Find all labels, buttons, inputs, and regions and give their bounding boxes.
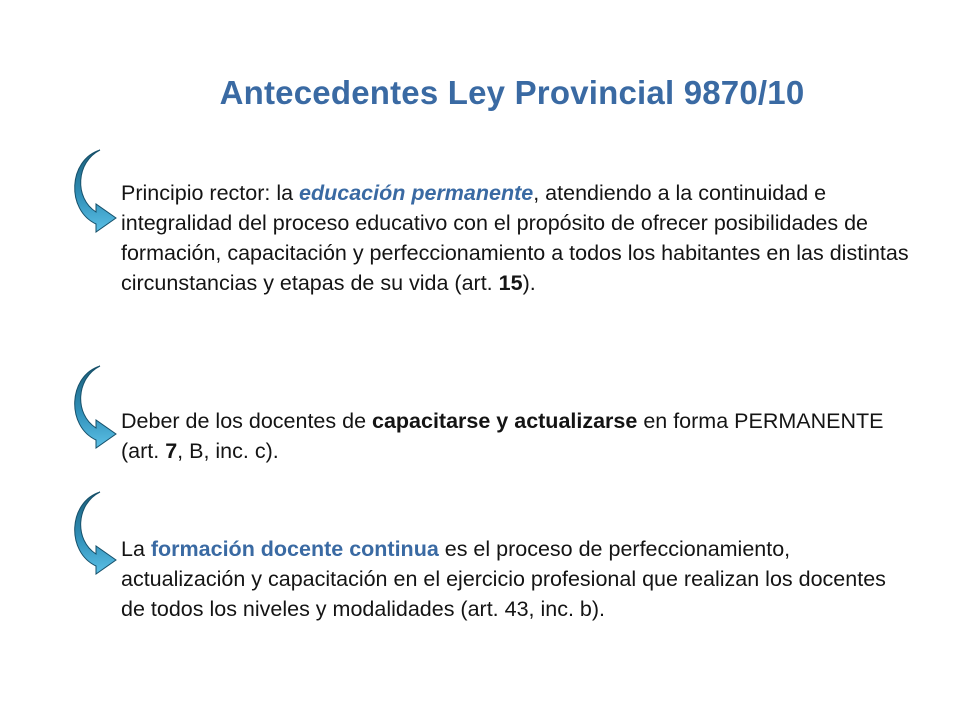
text-segment: 15 [498, 271, 523, 295]
text-segment: formación docente continua [150, 537, 439, 561]
text-segment: , B, inc. c). [177, 439, 279, 463]
slide-title: Antecedentes Ley Provincial 9870/10 [219, 74, 805, 111]
text-segment: ). [522, 271, 536, 295]
text-segment: Deber de los docentes de [121, 409, 372, 433]
bullet-text-2 [121, 406, 911, 466]
text-segment: capacitarse y actualizarse [372, 409, 638, 433]
text-segment: La [121, 537, 151, 561]
text-segment: , atendiendo a la continuidad e integralidad del proceso educativo con el propósito de ofrecer posibilidades de formación, capacitación y perfeccionamiento a todos los habitantes en las distintas circunstancias y etapas de su vida (art. [121, 181, 909, 295]
text-segment: educación permanente [299, 181, 534, 205]
text-segment: Principio rector: la [121, 181, 300, 205]
bullet-text-3 [121, 534, 911, 624]
text-segment: 7 [165, 439, 178, 463]
bullet-text-1 [121, 178, 911, 298]
text-segment: en forma PERMANENTE (art. [121, 409, 884, 463]
text-segment: es el proceso de perfeccionamiento, actualización y capacitación en el ejercicio profesional que realizan los docentes de todos los niveles y modalidades (art. 43, inc. b). [121, 537, 886, 621]
